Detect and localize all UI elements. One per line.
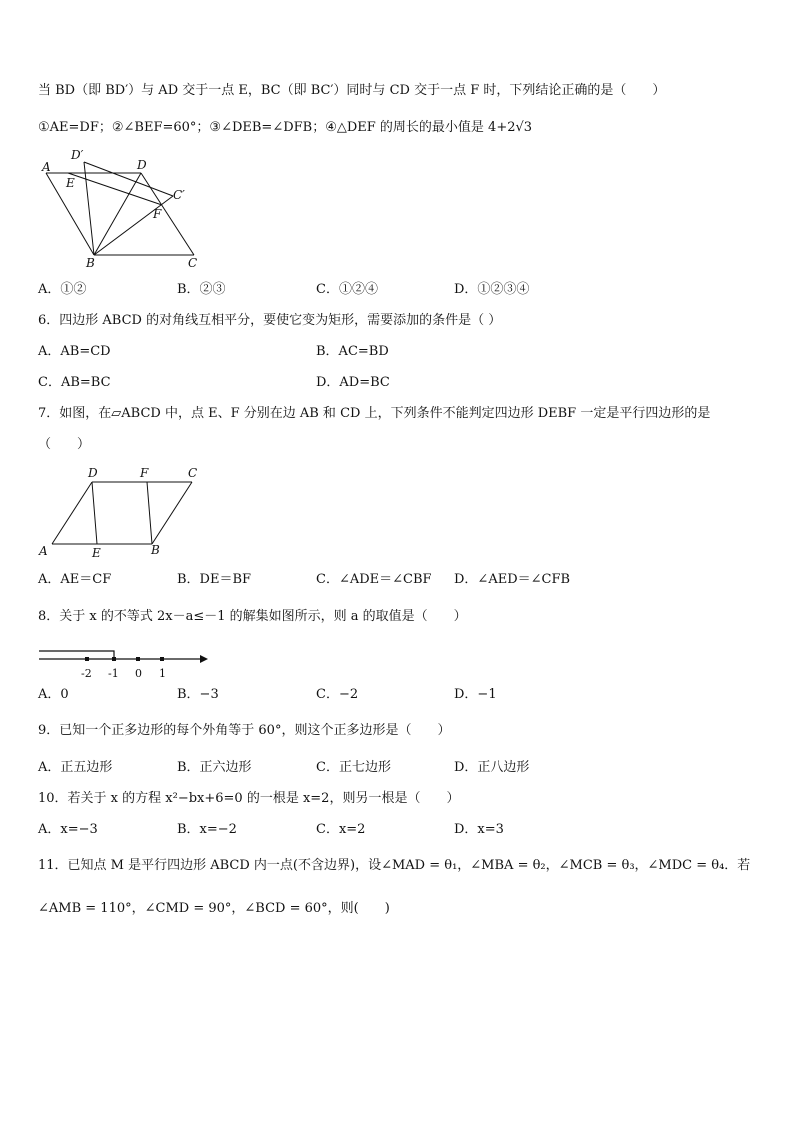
q10-option-c[interactable]: C．x=2 — [316, 822, 366, 837]
q7-label-C: C — [188, 466, 198, 480]
q7-option-a[interactable]: A．AE＝CF — [38, 572, 112, 587]
q10-option-b[interactable]: B．x=−2 — [177, 822, 237, 837]
q10-option-a[interactable]: A．x=−3 — [38, 822, 98, 837]
q5-option-a[interactable]: A．①② — [38, 282, 87, 297]
q5-figure — [36, 146, 206, 272]
q5-label-Cprime: C′ — [173, 188, 185, 202]
q7-label-F: F — [140, 466, 149, 480]
q7-stem-paren: （ ） — [38, 437, 91, 452]
q11-stem-line2: ∠AMB = 110°，∠CMD = 90°，∠BCD = 60°，则( ) — [38, 901, 390, 916]
q5-label-E: E — [66, 176, 75, 190]
q9-option-d[interactable]: D．正八边形 — [454, 760, 530, 775]
q9-option-a[interactable]: A．正五边形 — [38, 760, 113, 775]
q7-option-c[interactable]: C．∠ADE＝∠CBF — [316, 572, 432, 587]
q10-option-d[interactable]: D．x=3 — [454, 822, 504, 837]
q6-stem: 6．四边形 ABCD 的对角线互相平分，要使它变为矩形，需要添加的条件是（ ） — [38, 313, 502, 328]
q6-option-b[interactable]: B．AC=BD — [316, 344, 389, 359]
q7-label-E: E — [92, 546, 101, 560]
q5-label-B: B — [86, 256, 95, 270]
q5-option-c[interactable]: C．①②④ — [316, 282, 378, 297]
q7-label-D: D — [88, 466, 98, 480]
q5-option-d[interactable]: D．①②③④ — [454, 282, 530, 297]
q6-option-d[interactable]: D．AD=BC — [316, 375, 390, 390]
q8-tick-neg1: -1 — [108, 667, 119, 680]
q7-label-A: A — [39, 544, 48, 558]
q11-stem: 11．已知点 M 是平行四边形 ABCD 内一点(不含边界)，设∠MAD = θ₁，∠MBA = θ₂，∠MCB = θ₃，∠MDC = θ₄．若 — [38, 858, 751, 873]
q7-figure — [36, 462, 206, 562]
q8-stem: 8．关于 x 的不等式 2x－a≤－1 的解集如图所示，则 a 的取值是（ ） — [38, 609, 467, 624]
q8-tick-neg2: -2 — [81, 667, 92, 680]
q5-label-C: C — [188, 256, 198, 270]
q5-option-b[interactable]: B．②③ — [177, 282, 226, 297]
q7-stem: 7．如图，在▱ABCD 中，点 E、F 分别在边 AB 和 CD 上，下列条件不能判定四边形 DEBF 一定是平行四边形的是 — [38, 406, 711, 421]
q5-label-F: F — [153, 207, 162, 221]
q9-option-b[interactable]: B．正六边形 — [177, 760, 252, 775]
q7-option-d[interactable]: D．∠AED＝∠CFB — [454, 572, 571, 587]
q6-option-a[interactable]: A．AB=CD — [38, 344, 111, 359]
q8-option-c[interactable]: C．−2 — [316, 687, 359, 702]
q8-option-d[interactable]: D．−1 — [454, 687, 497, 702]
q8-option-b[interactable]: B．−3 — [177, 687, 219, 702]
q8-option-a[interactable]: A．0 — [38, 687, 69, 702]
q10-stem: 10．若关于 x 的方程 x²−bx+6=0 的一根是 x=2，则另一根是（ ） — [38, 791, 460, 806]
q7-label-B: B — [151, 543, 160, 557]
q8-number-line — [36, 634, 216, 682]
q6-option-c[interactable]: C．AB=BC — [38, 375, 111, 390]
q5-conclusions: ①AE=DF；②∠BEF=60°；③∠DEB=∠DFB；④△DEF 的周长的最小值是 4+2√3 — [38, 120, 533, 135]
q8-tick-1: 1 — [159, 667, 166, 680]
q5-label-D: D — [137, 158, 147, 172]
q9-stem: 9．已知一个正多边形的每个外角等于 60°，则这个正多边形是（ ） — [38, 723, 451, 738]
q8-tick-0: 0 — [135, 667, 142, 680]
q7-option-b[interactable]: B．DE＝BF — [177, 572, 252, 587]
q5-stem: 当 BD（即 BD′）与 AD 交于一点 E，BC（即 BC′）同时与 CD 交于一点 F 时，下列结论正确的是（ ） — [38, 83, 666, 98]
q9-option-c[interactable]: C．正七边形 — [316, 760, 391, 775]
q5-label-Dprime: D′ — [71, 148, 84, 162]
q5-label-A: A — [42, 160, 51, 174]
